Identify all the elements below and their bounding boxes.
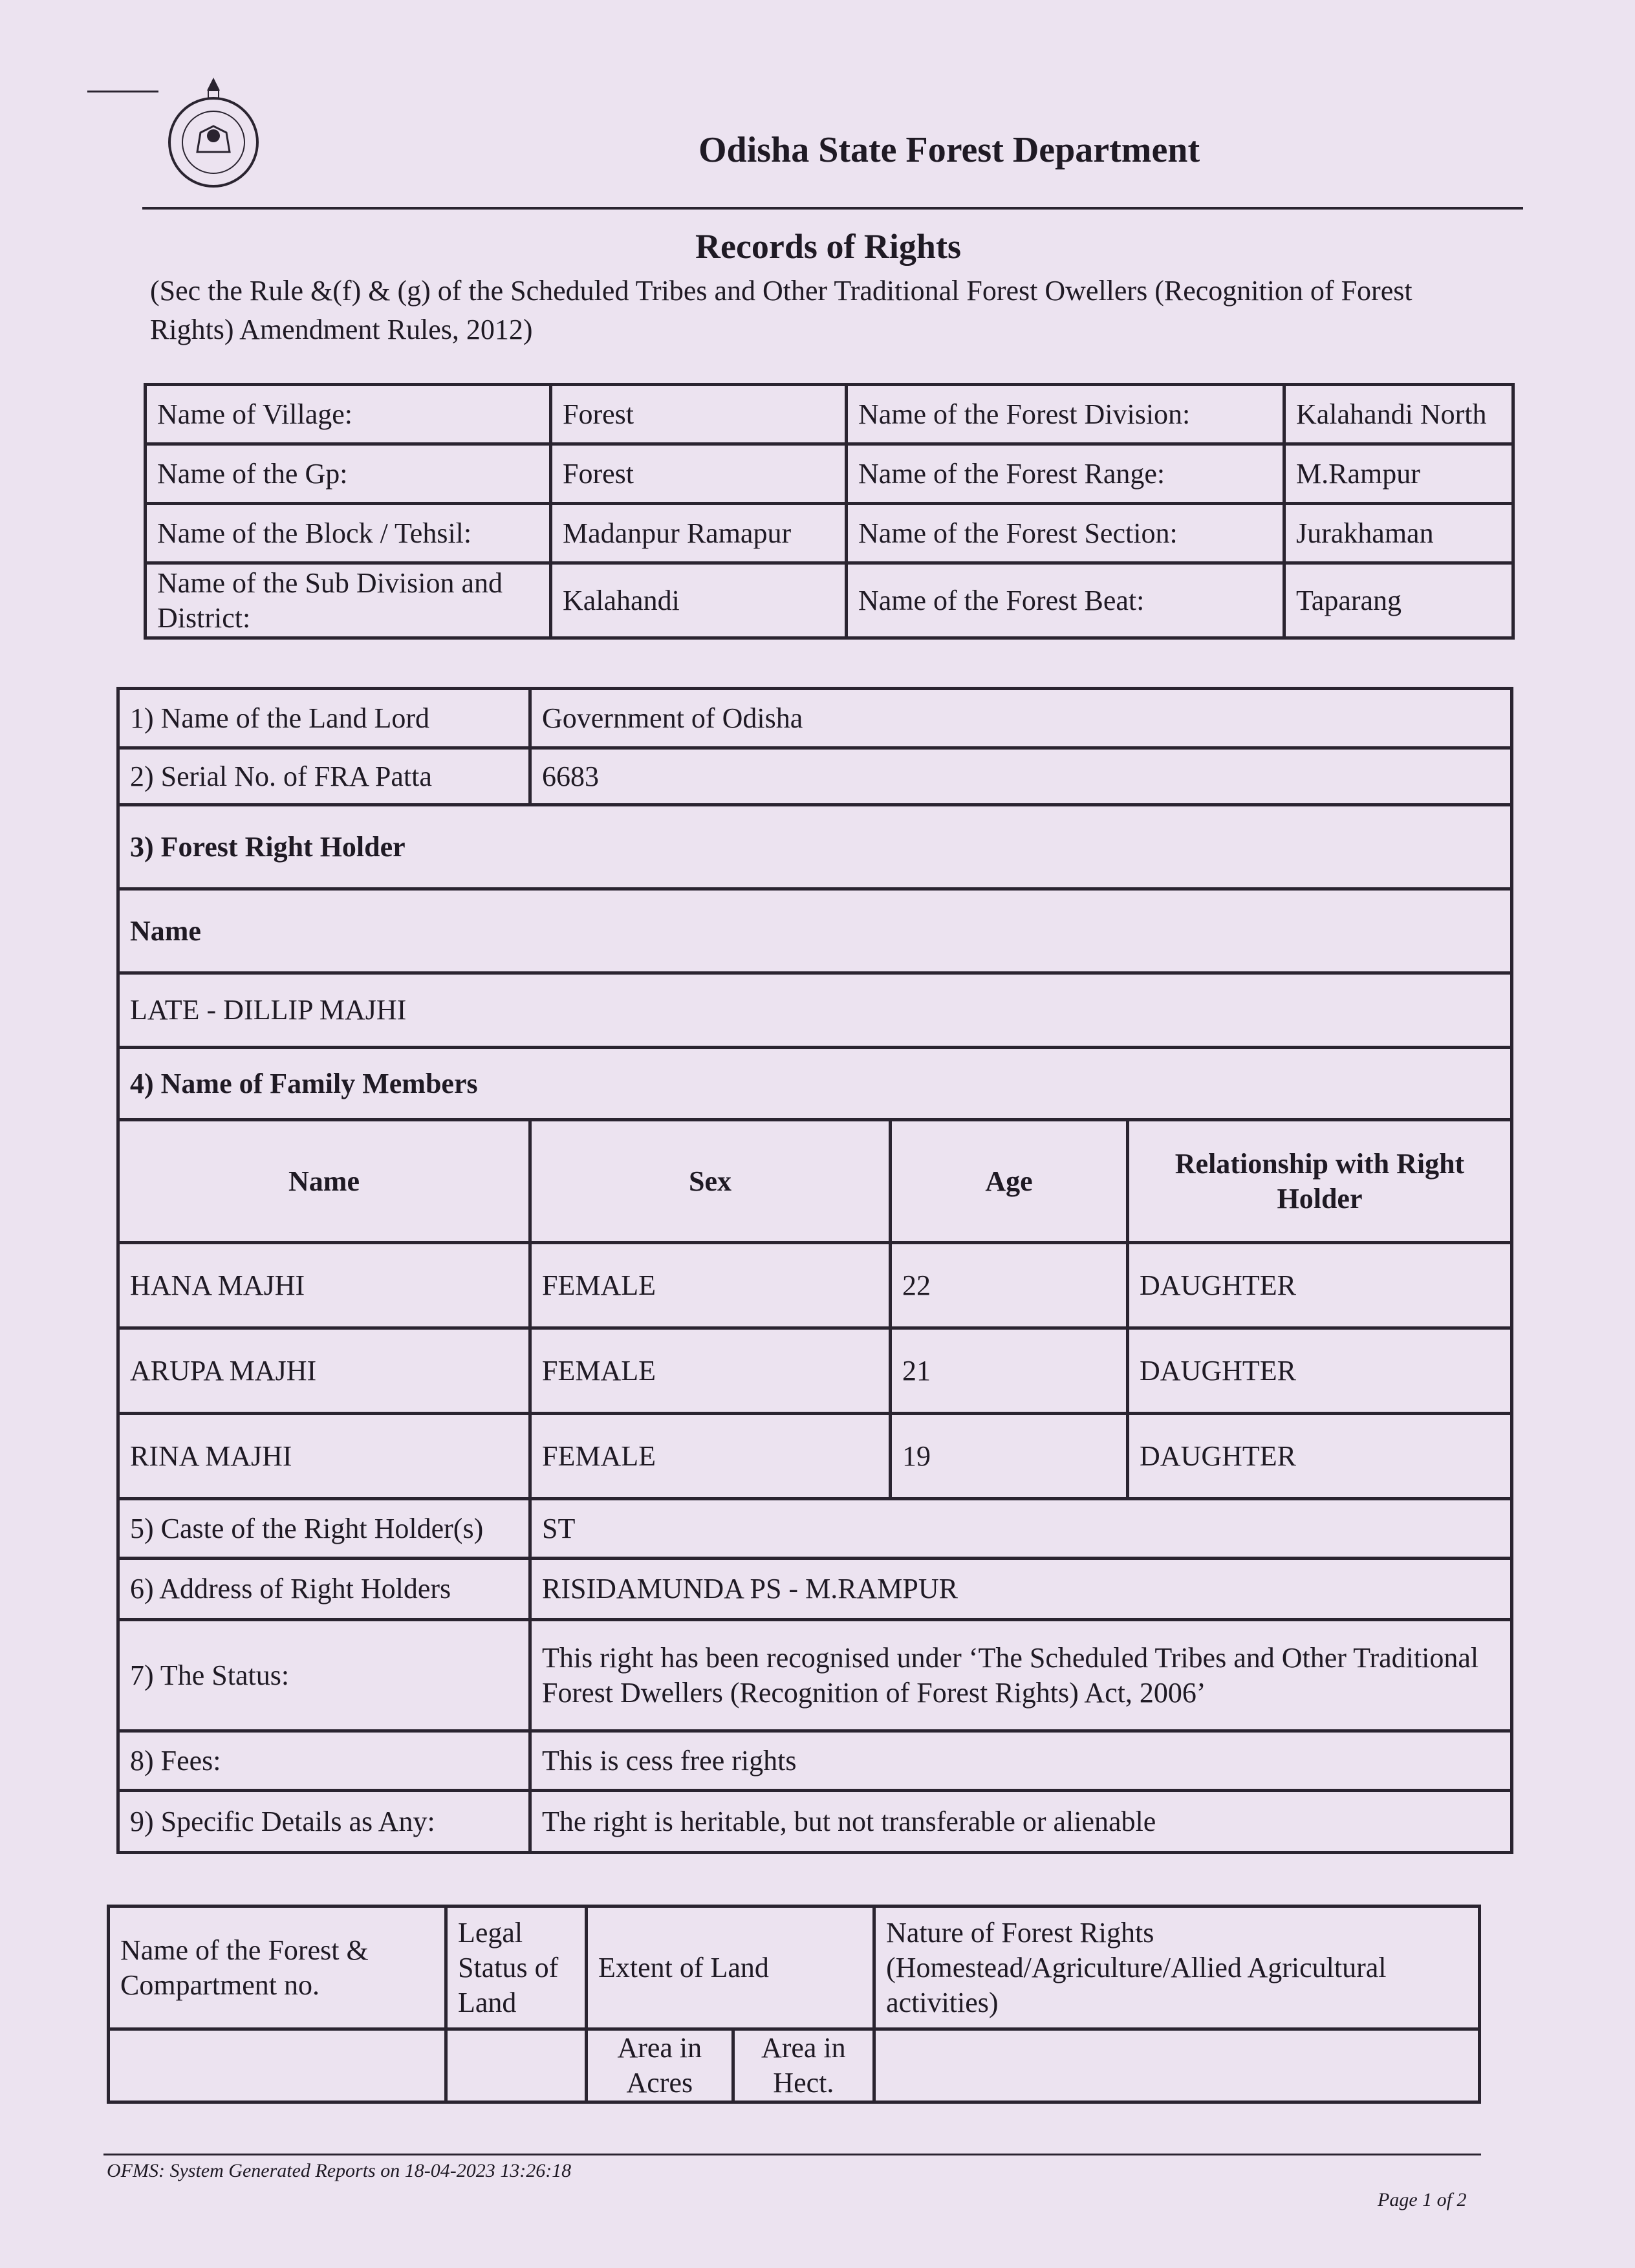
department-title: Odisha State Forest Department [698, 130, 1200, 170]
legal-status-header: Legal Status of Land [446, 1906, 587, 2029]
family-member-relationship: DAUGHTER [1128, 1414, 1512, 1499]
block-label: Name of the Block / Tehsil: [146, 504, 551, 563]
page-number: Page 1 of 2 [1378, 2189, 1467, 2210]
village-value: Forest [551, 385, 847, 444]
forest-range-label: Name of the Forest Range: [847, 444, 1284, 504]
rule-reference: (Sec the Rule &(f) & (g) of the Scheduled Tribes and Other Traditional Forest Owellers (Recognition of Forest Rights) Amendment Rules, 2012) [150, 275, 1413, 345]
extent-of-land-header: Extent of Land [587, 1906, 874, 2029]
landlord-value: Government of Odisha [530, 689, 1512, 748]
family-members-heading: 4) Name of Family Members [118, 1048, 1512, 1120]
forest-section-label: Name of the Forest Section: [847, 504, 1284, 563]
forest-division-value: Kalahandi North [1284, 385, 1513, 444]
address-label: 6) Address of Right Holders [118, 1559, 530, 1620]
family-member-name: ARUPA MAJHI [118, 1328, 530, 1414]
forest-compartment-cell [109, 2029, 446, 2102]
table-row [118, 1243, 1512, 1328]
details-table [116, 687, 1513, 1854]
family-member-relationship: DAUGHTER [1128, 1243, 1512, 1328]
forest-compartment-header: Name of the Forest & Compartment no. [109, 1906, 446, 2029]
village-label: Name of Village: [146, 385, 551, 444]
family-member-age: 22 [891, 1243, 1128, 1328]
page-heading: Records of Rights [695, 227, 961, 266]
family-col-relationship: Relationship with Right Holder [1128, 1120, 1512, 1243]
land-table [107, 1905, 1481, 2104]
family-member-age: 19 [891, 1414, 1128, 1499]
family-member-relationship: DAUGHTER [1128, 1328, 1512, 1414]
specific-details-value: The right is heritable, but not transferable or alienable [530, 1791, 1512, 1853]
gp-label: Name of the Gp: [146, 444, 551, 504]
gp-value: Forest [551, 444, 847, 504]
specific-details-label: 9) Specific Details as Any: [118, 1791, 530, 1853]
corner-mark [87, 91, 158, 92]
nature-of-rights-header: Nature of Forest Rights (Homestead/Agriculture/Allied Agricultural activities) [874, 1906, 1480, 2029]
generated-timestamp: OFMS: System Generated Reports on 18-04-2023 13:26:18 [107, 2160, 572, 2181]
right-holder-name: LATE - DILLIP MAJHI [118, 973, 1512, 1048]
family-member-age: 21 [891, 1328, 1128, 1414]
caste-label: 5) Caste of the Right Holder(s) [118, 1499, 530, 1559]
nature-of-rights-cell [874, 2029, 1480, 2102]
area-hect-header: Area in Hect. [733, 2029, 874, 2102]
address-value: RISIDAMUNDA PS - M.RAMPUR [530, 1559, 1512, 1620]
location-table [144, 383, 1515, 640]
subdivision-label: Name of the Sub Division and District: [146, 563, 551, 638]
forest-beat-label: Name of the Forest Beat: [847, 563, 1284, 638]
footer-divider [103, 2154, 1481, 2155]
forest-section-value: Jurakhaman [1284, 504, 1513, 563]
subdivision-value: Kalahandi [551, 563, 847, 638]
forest-range-value: M.Rampur [1284, 444, 1513, 504]
forest-division-label: Name of the Forest Division: [847, 385, 1284, 444]
family-member-sex: FEMALE [530, 1414, 891, 1499]
forest-beat-value: Taparang [1284, 563, 1513, 638]
family-member-name: RINA MAJHI [118, 1414, 530, 1499]
name-heading: Name [118, 889, 1512, 973]
family-member-name: HANA MAJHI [118, 1243, 530, 1328]
block-value: Madanpur Ramapur [551, 504, 847, 563]
family-col-age: Age [891, 1120, 1128, 1243]
caste-value: ST [530, 1499, 1512, 1559]
fra-serial-value: 6683 [530, 748, 1512, 805]
area-acres-header: Area in Acres [587, 2029, 733, 2102]
landlord-label: 1) Name of the Land Lord [118, 689, 530, 748]
family-col-name: Name [118, 1120, 530, 1243]
family-member-sex: FEMALE [530, 1243, 891, 1328]
header-divider [142, 207, 1523, 210]
status-value: This right has been recognised under ‘The Scheduled Tribes and Other Traditional Forest Dwellers (Recognition of Forest Rights) Act, 2006’ [530, 1620, 1512, 1731]
fees-value: This is cess free rights [530, 1731, 1512, 1791]
status-label: 7) The Status: [118, 1620, 530, 1731]
table-row [118, 1328, 1512, 1414]
family-col-sex: Sex [530, 1120, 891, 1243]
legal-status-cell [446, 2029, 587, 2102]
right-holder-heading: 3) Forest Right Holder [118, 805, 1512, 889]
fees-label: 8) Fees: [118, 1731, 530, 1791]
table-row [118, 1414, 1512, 1499]
fra-serial-label: 2) Serial No. of FRA Patta [118, 748, 530, 805]
odisha-emblem-seal [162, 71, 265, 188]
family-member-sex: FEMALE [530, 1328, 891, 1414]
